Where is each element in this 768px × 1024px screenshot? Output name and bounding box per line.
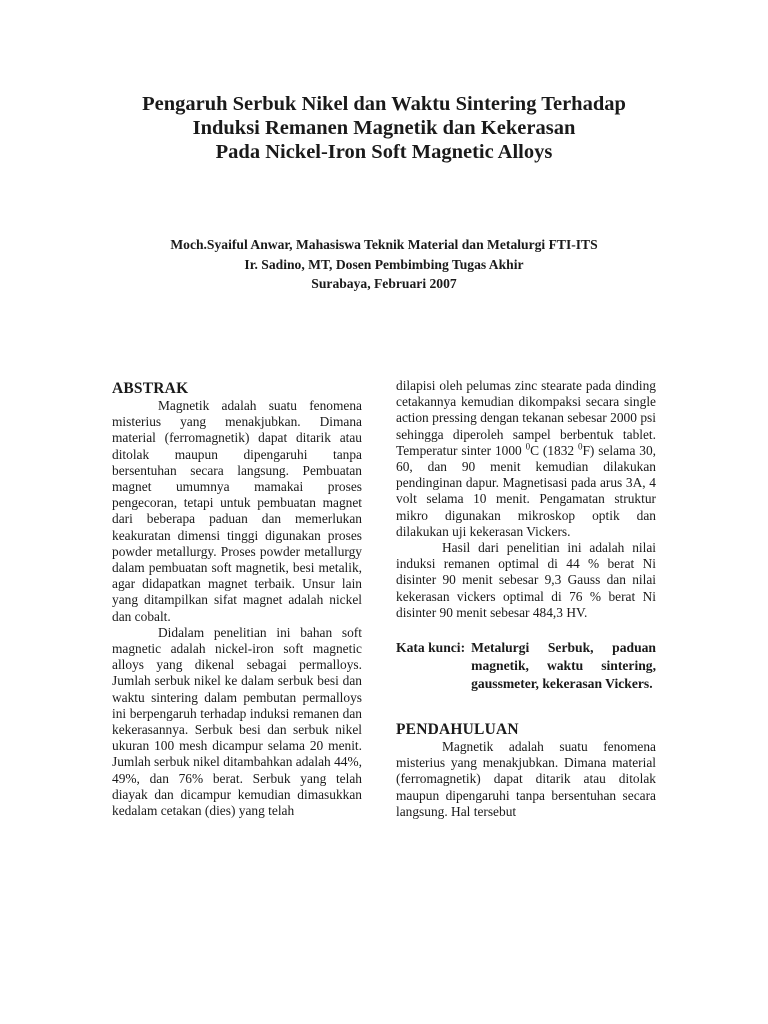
abstract-paragraph-3 (396, 378, 656, 540)
intro-paragraph-1: Magnetik adalah suatu fenomena misterius yang menakjubkan. Dimana material (ferromagnetik) dapat ditarik atau ditolak maupun dipengaruhi tanpa bersentuhan secara langsung. Hal tersebut (396, 739, 656, 819)
abstract-paragraph-2: Didalam penelitian ini bahan soft magnetic adalah nickel-iron soft magnetic alloys yang dikenal sebagai permalloys. Jumlah serbuk nikel ke dalam serbuk besi dan waktu sintering dalam pembutan permalloys ini berpengaruh terhadap induksi remanen dan kekerasannya. Serbuk besi dan serbuk nikel ukuran 100 mesh dicampur selama 20 menit. Jumlah serbuk nikel ditambahkan adalah 44%, 49%, dan 76% berat. Serbuk yang telah diayak dan dicampur kemudian dimasukkan kedalam cetakan (dies) yang telah (112, 624, 362, 819)
keywords-label: Kata kunci: (396, 640, 466, 656)
intro-heading: PENDAHULUAN (396, 721, 519, 739)
title-line-3: Pada Nickel-Iron Soft Magnetic Alloys (215, 141, 553, 163)
abstract-p3-part-b: C (1832 (530, 442, 578, 458)
abstract-paragraph-4: Hasil dari penelitian ini adalah nilai induksi remanen optimal di 44 % berat Ni disinter 90 menit sebesar 9,3 Gauss dan nilai kekerasan vickers optimal di 76 % berat Ni disinter 90 menit sebesar 484,3 HV. (396, 540, 656, 620)
keywords-text: Metalurgi Serbuk, paduan magnetik, waktu sintering, gaussmeter, kekerasan Vickers. (471, 640, 656, 692)
keywords-block (396, 639, 656, 693)
right-column (396, 378, 656, 820)
author-block (0, 235, 768, 294)
abstract-paragraph-1: Magnetik adalah suatu fenomena misterius yang menakjubkan. Dimana material (ferromagnetik) dapat ditarik atau ditolak maupun dipengaruhi tanpa bersentuhan secara langsung. Pembuatan magnet umumnya mamakai proses pengecoran, tetapi untuk pembuatan magnet dari beberapa paduan dan memerlukan keakuratan dimensi tinggi digunakan proses powder metallurgy. Proses powder metallurgy dalam pembuatan soft magnetik, besi metalik, agar didapatkan magnet terbaik. Unsur lain yang ditampilkan sifat magnet adalah nickel dan cobalt. (112, 398, 362, 624)
abstract-p3-part-c: F) selama 30, 60, dan 90 menit kemudian dilakukan pendinginan dapur. Magnetisasi pada arus 3A, 4 volt selama 10 menit. Pengamatan struktur mikro digunakan mikroskop optik dan dilakukan uji kekerasan Vickers. (396, 442, 656, 539)
abstract-heading: ABSTRAK (112, 380, 189, 397)
author-line-2: Ir. Sadino, MT, Dosen Pembimbing Tugas Akhir (244, 256, 524, 272)
paper-title (0, 92, 768, 164)
author-line-3: Surabaya, Februari 2007 (311, 276, 457, 291)
author-line-1: Moch.Syaiful Anwar, Mahasiswa Teknik Material dan Metalurgi FTI-ITS (170, 237, 598, 252)
degree-superscript-2: 0 (577, 441, 583, 452)
title-line-2: Induksi Remanen Magnetik dan Kekerasan (192, 117, 576, 139)
degree-superscript-1: 0 (525, 441, 531, 452)
abstract-p3-part-a: dilapisi oleh pelumas zinc stearate pada dinding cetakannya kemudian dikompaksi secara single action pressing dengan tekanan sebesar 2000 psi sehingga diperoleh sampel berbentuk tablet. Temperatur sinter 1000 (396, 378, 656, 458)
title-line-1: Pengaruh Serbuk Nikel dan Waktu Sintering Terhadap (142, 93, 626, 115)
left-column (112, 380, 362, 819)
